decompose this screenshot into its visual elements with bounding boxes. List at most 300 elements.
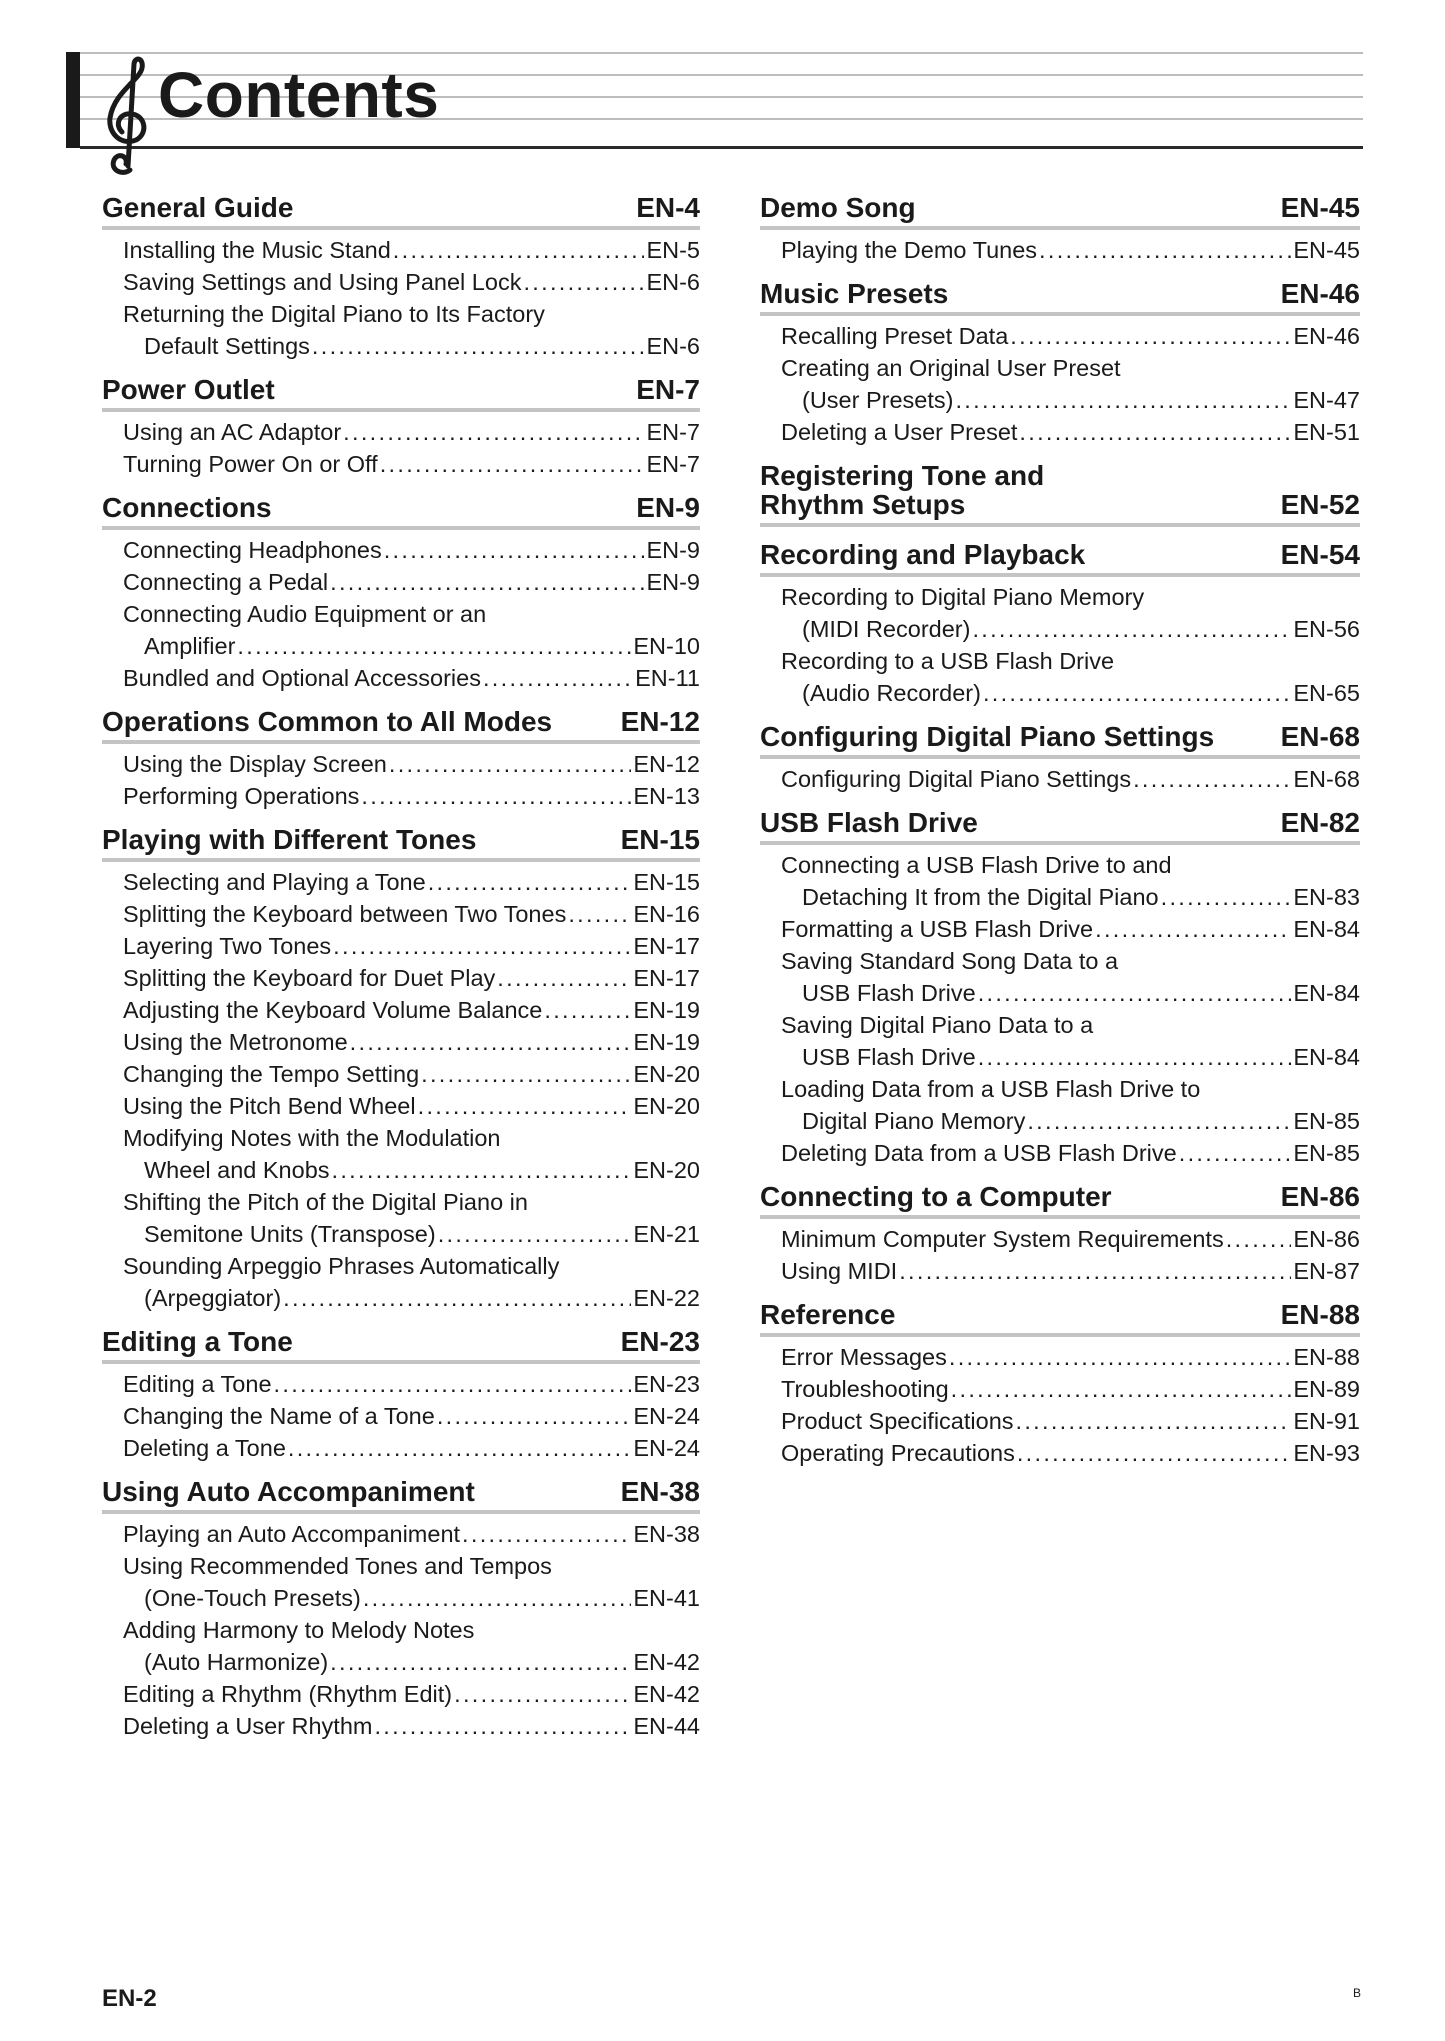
entry-page: EN-47 [1293, 387, 1360, 413]
entry-page: EN-7 [646, 451, 700, 477]
entry-text: Returning the Digital Piano to Its Factory [123, 301, 545, 327]
entry-text: Product Specifications [781, 1408, 1014, 1434]
entry-text: Installing the Music Stand [123, 237, 391, 263]
section-title: Demo Song [760, 192, 916, 223]
entry-row [123, 780, 700, 812]
entry-page: EN-93 [1293, 1440, 1360, 1466]
toc-entry[interactable] [102, 1518, 700, 1550]
entry-page: EN-85 [1293, 1140, 1360, 1166]
section-heading[interactable] [760, 279, 1360, 316]
toc-entry[interactable] [102, 866, 700, 898]
entry-text: Sounding Arpeggio Phrases Automatically [123, 1253, 560, 1279]
toc-entry[interactable] [760, 1009, 1360, 1073]
section-page: EN-68 [1280, 721, 1360, 752]
section-heading[interactable] [102, 375, 700, 412]
entry-text: Minimum Computer System Requirements [781, 1226, 1224, 1252]
entry-row [123, 330, 700, 362]
dot-leader [951, 1373, 1292, 1405]
entry-page: EN-65 [1293, 680, 1360, 706]
toc-entry[interactable] [760, 234, 1360, 266]
section-title: General Guide [102, 192, 294, 223]
toc-entry[interactable] [102, 1058, 700, 1090]
entry-page: EN-46 [1293, 323, 1360, 349]
toc-entry[interactable] [102, 598, 700, 662]
section-heading[interactable] [102, 825, 700, 862]
toc-entry[interactable] [760, 1073, 1360, 1137]
entry-text: Editing a Rhythm (Rhythm Edit) [123, 1681, 453, 1707]
entry-text: Saving Digital Piano Data to a [781, 1012, 1094, 1038]
dot-leader [955, 384, 1291, 416]
dot-leader [1095, 913, 1291, 945]
dot-leader [497, 962, 631, 994]
dot-leader [389, 748, 632, 780]
entry-page: EN-19 [633, 997, 700, 1023]
dot-leader [333, 930, 631, 962]
toc-section [760, 461, 1360, 527]
entry-text: (User Presets) [802, 387, 954, 413]
entry-row [123, 234, 700, 266]
toc-entry[interactable] [760, 1255, 1360, 1287]
entry-row [123, 1710, 700, 1742]
section-page: EN-54 [1280, 539, 1360, 570]
entry-page: EN-22 [633, 1285, 700, 1311]
entry-row [123, 1432, 700, 1464]
entry-text: Connecting a Pedal [123, 569, 329, 595]
entry-page: EN-24 [633, 1435, 700, 1461]
toc-entry[interactable] [102, 1432, 700, 1464]
entry-row [123, 1368, 700, 1400]
toc-entry[interactable] [760, 763, 1360, 795]
section-title: Using Auto Accompaniment [102, 1476, 475, 1507]
section-heading[interactable] [760, 540, 1360, 577]
dot-leader [523, 266, 644, 298]
entry-row [781, 1373, 1360, 1405]
entry-page: EN-20 [633, 1061, 700, 1087]
entry-page: EN-12 [633, 751, 700, 777]
entry-text: (One-Touch Presets) [144, 1585, 361, 1611]
section-heading[interactable] [102, 1327, 700, 1364]
entry-page: EN-51 [1293, 419, 1360, 445]
entry-page: EN-84 [1293, 1044, 1360, 1070]
entry-row [781, 977, 1360, 1009]
entry-page: EN-88 [1293, 1344, 1360, 1370]
dot-leader [568, 898, 631, 930]
entry-row [123, 994, 700, 1026]
entry-page: EN-16 [633, 901, 700, 927]
staff-line [80, 52, 1363, 54]
toc-entry[interactable] [760, 1341, 1360, 1373]
entry-row [781, 384, 1360, 416]
section-page: EN-12 [620, 706, 700, 737]
dot-leader [1179, 1137, 1292, 1169]
entry-text: Creating an Original User Preset [781, 355, 1121, 381]
entry-text: Turning Power On or Off [123, 451, 378, 477]
entry-page: EN-20 [633, 1093, 700, 1119]
section-heading[interactable] [760, 1182, 1360, 1219]
section-title: Recording and Playback [760, 539, 1086, 570]
entry-page: EN-38 [633, 1521, 700, 1547]
entry-text: Using an AC Adaptor [123, 419, 342, 445]
dot-leader [1016, 1405, 1292, 1437]
dot-leader [1017, 1437, 1292, 1469]
entry-row [781, 1041, 1360, 1073]
entry-page: EN-13 [633, 783, 700, 809]
entry-page: EN-56 [1293, 616, 1360, 642]
entry-text: Saving Standard Song Data to a [781, 948, 1119, 974]
entry-text: Amplifier [144, 633, 236, 659]
entry-text: (MIDI Recorder) [802, 616, 971, 642]
entry-page: EN-7 [646, 419, 700, 445]
toc-entry[interactable] [102, 1122, 700, 1186]
dot-leader [978, 977, 1292, 1009]
toc-entry[interactable] [102, 1368, 700, 1400]
toc-section [102, 193, 700, 362]
entry-page: EN-21 [633, 1221, 700, 1247]
dot-leader [983, 677, 1291, 709]
entry-page: EN-45 [1293, 237, 1360, 263]
dot-leader [544, 994, 631, 1026]
entry-row [123, 962, 700, 994]
toc-section [760, 808, 1360, 1169]
entry-page: EN-84 [1293, 980, 1360, 1006]
toc-entry[interactable] [760, 913, 1360, 945]
entry-page: EN-19 [633, 1029, 700, 1055]
dot-leader [483, 662, 633, 694]
contents-header [66, 52, 1363, 152]
dot-leader [1161, 881, 1292, 913]
toc-entry[interactable] [760, 849, 1360, 913]
dot-leader [462, 1518, 631, 1550]
dot-leader [1019, 416, 1291, 448]
entry-text: Recalling Preset Data [781, 323, 1009, 349]
entry-text: Layering Two Tones [123, 933, 332, 959]
entry-text: Editing a Tone [123, 1371, 272, 1397]
entry-text: Splitting the Keyboard between Two Tones [123, 901, 567, 927]
toc-entry[interactable] [102, 780, 700, 812]
dot-leader [374, 1710, 631, 1742]
toc-entry[interactable] [102, 748, 700, 780]
toc-entry[interactable] [102, 1550, 700, 1614]
entry-text: Deleting a User Rhythm [123, 1713, 373, 1739]
edition-code: B [1353, 1986, 1362, 2000]
entry-row [123, 1678, 700, 1710]
dot-leader [274, 1368, 632, 1400]
section-heading[interactable] [102, 1477, 700, 1514]
toc-entry[interactable] [102, 994, 700, 1026]
dot-leader [393, 234, 645, 266]
section-title: Operations Common to All Modes [102, 706, 553, 737]
entry-text: Using the Metronome [123, 1029, 348, 1055]
entry-row [123, 1218, 700, 1250]
toc-entry[interactable] [102, 298, 700, 362]
toc-entry[interactable] [102, 448, 700, 480]
dot-leader [421, 1058, 631, 1090]
dot-leader [288, 1432, 631, 1464]
entry-row [123, 662, 700, 694]
entry-row [123, 866, 700, 898]
toc-entry[interactable] [102, 898, 700, 930]
section-page: EN-52 [1280, 489, 1360, 520]
section-page: EN-9 [636, 492, 700, 523]
toc-entry[interactable] [102, 534, 700, 566]
entry-text: Error Messages [781, 1344, 947, 1370]
entry-row [781, 234, 1360, 266]
entry-row [123, 1058, 700, 1090]
dot-leader [237, 630, 631, 662]
entry-text: Splitting the Keyboard for Duet Play [123, 965, 496, 991]
toc-section [102, 1477, 700, 1742]
entry-row [781, 416, 1360, 448]
toc-entry[interactable] [102, 1250, 700, 1314]
toc-section [760, 1182, 1360, 1287]
section-title: Configuring Digital Piano Settings [760, 721, 1215, 752]
dot-leader [332, 1154, 632, 1186]
dot-leader [1226, 1223, 1292, 1255]
entry-text: Loading Data from a USB Flash Drive to [781, 1076, 1201, 1102]
section-title: USB Flash Drive [760, 807, 978, 838]
section-title: Connecting to a Computer [760, 1181, 1112, 1212]
dot-leader [454, 1678, 631, 1710]
entry-text: Shifting the Pitch of the Digital Piano in [123, 1189, 528, 1215]
section-page: EN-46 [1280, 278, 1360, 309]
toc-entry[interactable] [760, 1223, 1360, 1255]
toc-entry[interactable] [102, 234, 700, 266]
section-heading[interactable] [760, 1300, 1360, 1337]
dot-leader [978, 1041, 1292, 1073]
entry-text: Bundled and Optional Accessories [123, 665, 481, 691]
dot-leader [363, 1582, 632, 1614]
entry-row [123, 1646, 700, 1678]
toc-entry[interactable] [102, 1400, 700, 1432]
entry-text: Recording to a USB Flash Drive [781, 648, 1115, 674]
section-page: EN-82 [1280, 807, 1360, 838]
entry-row [123, 534, 700, 566]
section-heading[interactable] [102, 707, 700, 744]
toc-entry[interactable] [760, 645, 1360, 709]
entry-text: Using the Pitch Bend Wheel [123, 1093, 416, 1119]
entry-row [781, 1255, 1360, 1287]
entry-row [123, 630, 700, 662]
entry-text: Operating Precautions [781, 1440, 1015, 1466]
entry-page: EN-24 [633, 1403, 700, 1429]
entry-text: Recording to Digital Piano Memory [781, 584, 1145, 610]
entry-text: Deleting a User Preset [781, 419, 1018, 445]
entry-text: USB Flash Drive [802, 1044, 976, 1070]
toc-entry[interactable] [102, 416, 700, 448]
dot-leader [1010, 320, 1291, 352]
entry-page: EN-23 [633, 1371, 700, 1397]
dot-leader [428, 866, 632, 898]
toc-entry[interactable] [102, 930, 700, 962]
entry-text: Playing an Auto Accompaniment [123, 1521, 461, 1547]
entry-text: Semitone Units (Transpose) [144, 1221, 436, 1247]
toc-entry[interactable] [102, 962, 700, 994]
entry-text: Default Settings [144, 333, 310, 359]
entry-text: (Audio Recorder) [802, 680, 981, 706]
section-title: Registering Tone and Rhythm Setups [760, 460, 1045, 520]
entry-text: Digital Piano Memory [802, 1108, 1026, 1134]
section-page: EN-15 [620, 824, 700, 855]
toc-left-column [102, 193, 700, 1755]
entry-text: Selecting and Playing a Tone [123, 869, 426, 895]
staff-line [80, 146, 1363, 149]
toc-entry[interactable] [760, 581, 1360, 645]
toc-entry[interactable] [102, 266, 700, 298]
toc-entry[interactable] [760, 352, 1360, 416]
section-heading[interactable] [102, 193, 700, 230]
entry-text: Detaching It from the Digital Piano [802, 884, 1159, 910]
entry-row [781, 1405, 1360, 1437]
dot-leader [438, 1218, 632, 1250]
dot-leader [1027, 1105, 1291, 1137]
entry-page: EN-20 [633, 1157, 700, 1183]
entry-text: Using the Display Screen [123, 751, 387, 777]
toc-entry[interactable] [102, 1090, 700, 1122]
entry-row [781, 1137, 1360, 1169]
entry-page: EN-91 [1293, 1408, 1360, 1434]
entry-page: EN-86 [1293, 1226, 1360, 1252]
entry-page: EN-17 [633, 933, 700, 959]
entry-text: Playing the Demo Tunes [781, 237, 1038, 263]
dot-leader [437, 1400, 632, 1432]
entry-text: Using Recommended Tones and Tempos [123, 1553, 552, 1579]
entry-page: EN-11 [635, 665, 700, 691]
section-heading[interactable] [760, 461, 1360, 527]
dot-leader [384, 534, 645, 566]
toc-entry[interactable] [760, 1437, 1360, 1469]
entry-row [123, 266, 700, 298]
toc-entry[interactable] [102, 662, 700, 694]
entry-row [123, 416, 700, 448]
section-page: EN-88 [1280, 1299, 1360, 1330]
section-page: EN-23 [620, 1326, 700, 1357]
entry-row [781, 1437, 1360, 1469]
section-title: Power Outlet [102, 374, 275, 405]
entry-row [123, 1154, 700, 1186]
section-heading[interactable] [760, 193, 1360, 230]
toc-entry[interactable] [760, 320, 1360, 352]
entry-page: EN-42 [633, 1649, 700, 1675]
entry-text: Saving Settings and Using Panel Lock [123, 269, 522, 295]
entry-text: Changing the Name of a Tone [123, 1403, 435, 1429]
entry-page: EN-68 [1293, 766, 1360, 792]
entry-row [123, 1026, 700, 1058]
toc-entry[interactable] [760, 1137, 1360, 1169]
entry-row [123, 748, 700, 780]
entry-page: EN-83 [1293, 884, 1360, 910]
entry-text: Modifying Notes with the Modulation [123, 1125, 501, 1151]
toc-section [760, 540, 1360, 709]
section-heading[interactable] [760, 808, 1360, 845]
entry-row [781, 320, 1360, 352]
section-title: Playing with Different Tones [102, 824, 477, 855]
toc-entry[interactable] [102, 566, 700, 598]
entry-row [781, 1105, 1360, 1137]
toc-right-column [760, 193, 1360, 1482]
toc-entry[interactable] [102, 1614, 700, 1678]
section-title: Editing a Tone [102, 1326, 293, 1357]
toc-entry[interactable] [102, 1710, 700, 1742]
section-heading[interactable] [760, 722, 1360, 759]
entry-text: USB Flash Drive [802, 980, 976, 1006]
entry-page: EN-9 [646, 569, 700, 595]
toc-entry[interactable] [760, 1405, 1360, 1437]
section-heading[interactable] [102, 493, 700, 530]
toc-section [102, 375, 700, 480]
entry-text: (Arpeggiator) [144, 1285, 282, 1311]
toc-section [102, 707, 700, 812]
entry-row [123, 566, 700, 598]
entry-row [123, 1282, 700, 1314]
section-page: EN-7 [636, 374, 700, 405]
toc-entry[interactable] [760, 416, 1360, 448]
dot-leader [1039, 234, 1291, 266]
entry-page: EN-10 [633, 633, 700, 659]
dot-leader [343, 416, 644, 448]
dot-leader [418, 1090, 632, 1122]
section-page: EN-45 [1280, 192, 1360, 223]
entry-text: Connecting Headphones [123, 537, 382, 563]
entry-page: EN-85 [1293, 1108, 1360, 1134]
entry-text: Configuring Digital Piano Settings [781, 766, 1132, 792]
entry-row [781, 913, 1360, 945]
entry-page: EN-6 [646, 269, 700, 295]
toc-entry[interactable] [102, 1186, 700, 1250]
toc-section [102, 1327, 700, 1464]
entry-row [781, 677, 1360, 709]
toc-entry[interactable] [760, 1373, 1360, 1405]
entry-text: Wheel and Knobs [144, 1157, 330, 1183]
entry-page: EN-15 [633, 869, 700, 895]
section-title: Music Presets [760, 278, 949, 309]
entry-text: Deleting Data from a USB Flash Drive [781, 1140, 1177, 1166]
header-bar [66, 52, 80, 148]
dot-leader [330, 1646, 631, 1678]
dot-leader [899, 1255, 1291, 1287]
dot-leader [380, 448, 645, 480]
section-page: EN-4 [636, 192, 700, 223]
entry-row [781, 1223, 1360, 1255]
entry-text: Formatting a USB Flash Drive [781, 916, 1094, 942]
entry-text: Connecting a USB Flash Drive to and [781, 852, 1172, 878]
entry-row [781, 763, 1360, 795]
dot-leader [283, 1282, 631, 1314]
dot-leader [350, 1026, 632, 1058]
entry-page: EN-5 [646, 237, 700, 263]
entry-row [781, 613, 1360, 645]
toc-entry[interactable] [102, 1678, 700, 1710]
toc-section [102, 825, 700, 1314]
toc-section [760, 279, 1360, 448]
entry-text: Adding Harmony to Melody Notes [123, 1617, 475, 1643]
entry-page: EN-17 [633, 965, 700, 991]
toc-section [760, 193, 1360, 266]
toc-entry[interactable] [102, 1026, 700, 1058]
entry-text: Connecting Audio Equipment or an [123, 601, 487, 627]
entry-text: Adjusting the Keyboard Volume Balance [123, 997, 543, 1023]
toc-entry[interactable] [760, 945, 1360, 1009]
toc-section [760, 722, 1360, 795]
entry-page: EN-9 [646, 537, 700, 563]
entry-page: EN-44 [633, 1713, 700, 1739]
section-page: EN-86 [1280, 1181, 1360, 1212]
section-page: EN-38 [620, 1476, 700, 1507]
page-number: EN-2 [102, 1985, 157, 2012]
dot-leader [361, 780, 631, 812]
entry-row [123, 1090, 700, 1122]
entry-row [123, 1582, 700, 1614]
entry-page: EN-41 [633, 1585, 700, 1611]
